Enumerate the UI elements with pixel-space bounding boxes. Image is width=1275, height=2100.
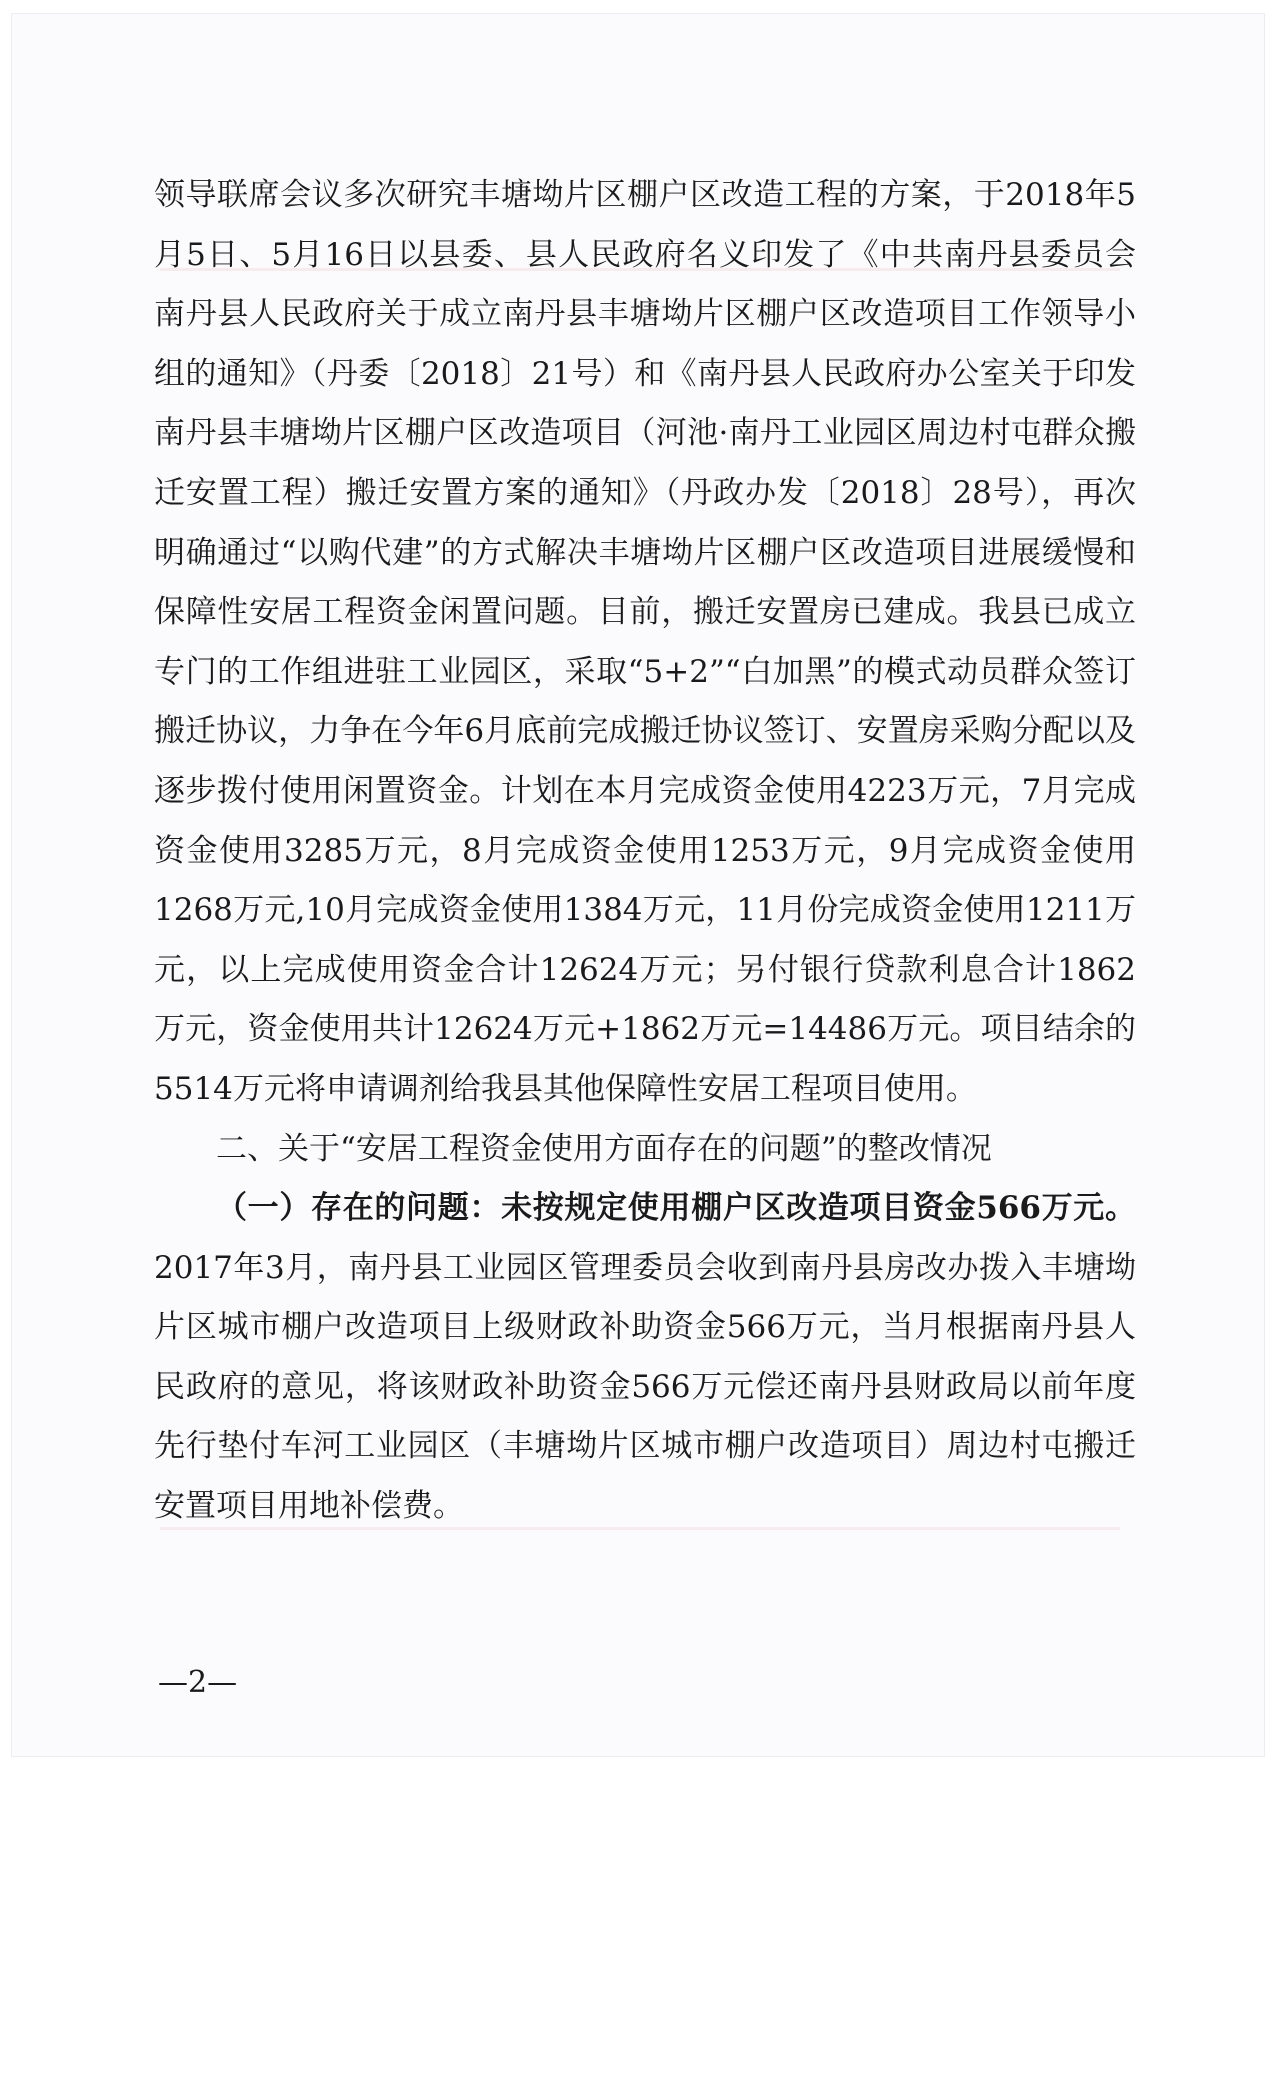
page-number: —2— — [158, 1665, 238, 1700]
subsection-paragraph — [154, 1179, 1136, 1537]
subsection-body: 2017年3月，南丹县工业园区管理委员会收到南丹县房改办拨入丰塘坳片区城市棚户改造项目上级财政补助资金566万元，当月根据南丹县人民政府的意见，将该财政补助资金566万元偿还南丹县财政局以前年度先行垫付车河工业园区（丰塘坳片区城市棚户改造项目）周边村屯搬迁安置项目用地补偿费。 — [154, 1249, 1136, 1525]
document-body — [154, 166, 1136, 1537]
body-paragraph: 领导联席会议多次研究丰塘坳片区棚户区改造工程的方案，于2018年5月5日、5月16日以县委、县人民政府名义印发了《中共南丹县委员会 南丹县人民政府关于成立南丹县丰塘坳片区棚户区改造项目工作领导小组的通知》（丹委〔2018〕21号）和《南丹县人民政府办公室关于印发南丹县丰塘坳片区棚户区改造项目（河池·南丹工业园区周边村屯群众搬迁安置工程）搬迁安置方案的通知》（丹政办发〔2018〕28号），再次明确通过“以购代建”的方式解决丰塘坳片区棚户区改造项目进展缓慢和保障性安居工程资金闲置问题。目前，搬迁安置房已建成。我县已成立专门的工作组进驻工业园区，采取“5+2”“白加黑”的模式动员群众签订搬迁协议，力争在今年6月底前完成搬迁协议签订、安置房采购分配以及逐步拨付使用闲置资金。计划在本月完成资金使用4223万元，7月完成资金使用3285万元，8月完成资金使用1253万元，9月完成资金使用1268万元,10月完成资金使用1384万元，11月份完成资金使用1211万元，以上完成使用资金合计12624万元；另付银行贷款利息合计1862万元，资金使用共计12624万元+1862万元=14486万元。项目结余的5514万元将申请调剂给我县其他保障性安居工程项目使用。 — [154, 177, 1136, 1107]
section-heading: 二、关于“安居工程资金使用方面存在的问题”的整改情况 — [216, 1130, 992, 1167]
subsection-lead: （一）存在的问题：未按规定使用棚户区改造项目资金566万元。 — [216, 1190, 1136, 1227]
